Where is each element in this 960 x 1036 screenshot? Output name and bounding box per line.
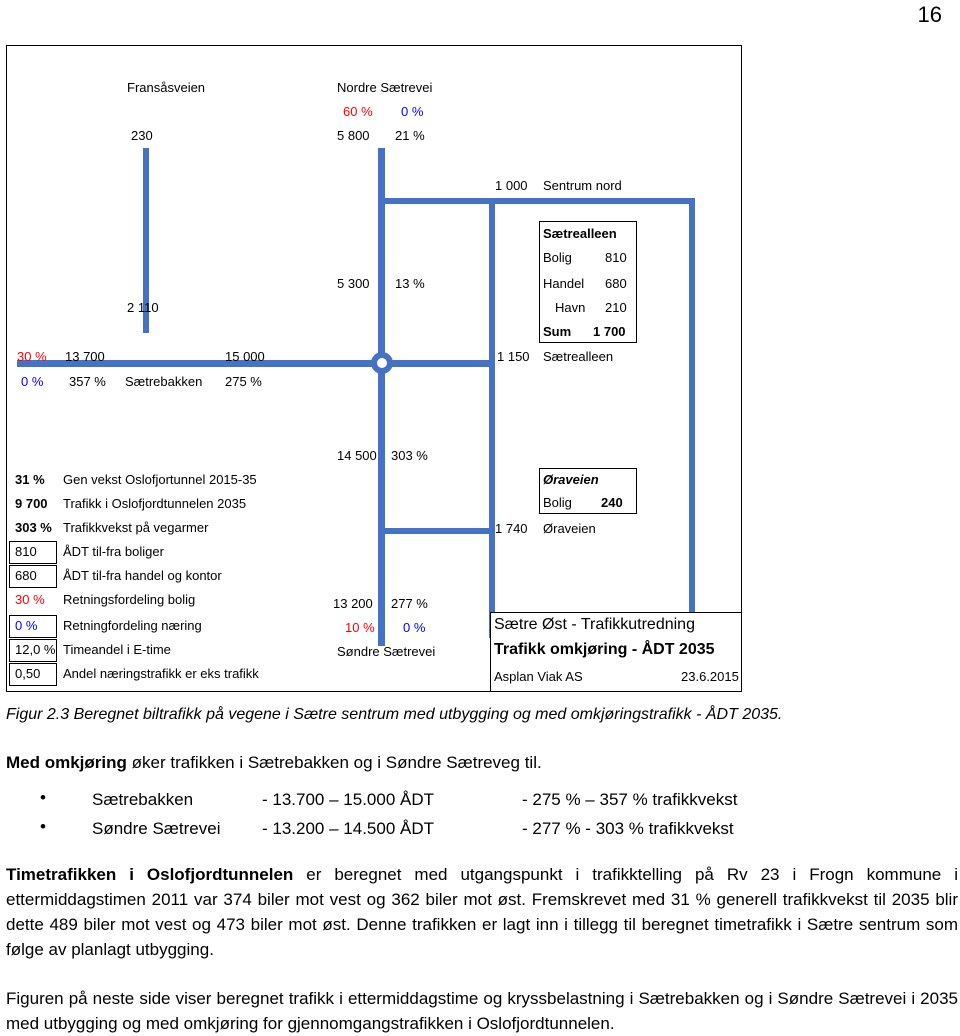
- road-sentrum-nord: [380, 198, 692, 204]
- title-block-line-1: Sætre Øst - Trafikkutredning: [494, 616, 695, 633]
- sondre-adt: 14 500: [337, 448, 377, 463]
- legend-value: 30 %: [15, 592, 45, 607]
- legend-text: Timeandel i E-time: [63, 642, 171, 657]
- bullet-name: Søndre Sætrevei: [92, 819, 221, 838]
- page-number: 16: [917, 2, 942, 27]
- bullet-growth: - 277 % - 303 % trafikkvekst: [522, 819, 734, 838]
- sondre-adt-2: 13 200: [333, 596, 373, 611]
- bullet-range: - 13.200 – 14.500 ÅDT: [262, 819, 435, 838]
- intro-bold: Med omkjøring: [6, 753, 127, 772]
- intro-paragraph: [6, 750, 958, 775]
- paragraph-rest: er beregnet med utgangspunkt i trafikktelling på Rv 23 i Frogn kommune i ettermiddagstimen 2011 var 374 biler mot vest og 362 biler mot øst. Fremskrevet med 31 % generell trafikkvekst til 2035 blir dette 489 biler mot vest og 473 biler mot øst. Denne trafikken er lagt inn i tillegg til beregnet timetrafikk i Sætre sentrum som følge av planlagt utbygging.: [6, 865, 958, 959]
- bullet-growth: - 275 % – 357 % trafikkvekst: [522, 790, 738, 809]
- fransas-adt: 230: [131, 128, 153, 143]
- bullet-dot: •: [40, 817, 46, 836]
- sondre-pct-naering: 0 %: [403, 620, 426, 635]
- legend-text: Gen vekst Oslofjortunnel 2015-35: [63, 472, 257, 487]
- sondre-growth: 303 %: [391, 448, 428, 463]
- legend-text: Trafikkvekst på vegarmer: [63, 520, 209, 535]
- nordre-pct-naering: 0 %: [401, 104, 424, 119]
- saetrealleen-sum-value: 1 700: [593, 324, 626, 339]
- oraveien-label: Øraveien: [543, 521, 596, 536]
- saetrealleen-row-label: Handel: [543, 276, 585, 291]
- fransasveien-label: Fransåsveien: [127, 80, 206, 95]
- oraveien-adt: 1 740: [495, 521, 528, 536]
- sondre-growth-2: 277 %: [391, 596, 428, 611]
- nordre-growth: 21 %: [395, 128, 425, 143]
- road-sondre-saetrevei: [378, 366, 385, 646]
- intro-rest: øker trafikken i Sætrebakken og i Søndre Sætreveg til.: [126, 753, 542, 772]
- legend-text: Andel næringstrafikk er eks trafikk: [63, 666, 259, 681]
- sentrum-label: Sentrum nord: [543, 178, 622, 193]
- mid-pct: 13 %: [395, 276, 425, 291]
- saetrebakken-adt-1: 13 700: [65, 349, 105, 364]
- legend-text: Retningsfordeling bolig: [63, 592, 196, 607]
- traffic-diagram: [6, 45, 742, 692]
- sondre-label: Søndre Sætrevei: [337, 644, 436, 659]
- legend-value: 12,0 %: [15, 642, 56, 657]
- nordre-pct-bolig: 60 %: [343, 104, 373, 119]
- legend-value: 680: [15, 568, 37, 583]
- road-saetrealleen: [489, 198, 495, 638]
- left-adt: 2 110: [127, 300, 159, 315]
- saetrealleen-row-value: 680: [605, 276, 627, 291]
- bullet-dot: •: [40, 788, 46, 807]
- saetrebakken-pct-bolig: 30 %: [17, 349, 47, 364]
- legend-value: 303 %: [15, 520, 52, 535]
- oraveien-box-label: Bolig: [543, 495, 572, 510]
- legend-text: Retningfordeling næring: [63, 618, 202, 633]
- paragraph-next-figure: Figuren på neste side viser beregnet trafikk i ettermiddagstime og kryssbelastning i Sætrebakken og i Søndre Sætrevei i 2035 med utbygging og med omkjøring for gjennomgangstrafikken i Oslofjordtunnelen.: [6, 989, 958, 1033]
- saetrebakken-label: Sætrebakken: [125, 374, 203, 389]
- mid-adt: 5 300: [337, 276, 370, 291]
- nordre-adt: 5 800: [337, 128, 370, 143]
- saetrebakken-adt-2: 15 000: [225, 349, 265, 364]
- bullet-name: Sætrebakken: [92, 790, 194, 809]
- saetrealleen-row-value: 210: [605, 300, 627, 315]
- sondre-pct-bolig: 10 %: [345, 620, 375, 635]
- saetrebakken-pct-naering: 0 %: [21, 374, 44, 389]
- figure-caption: Figur 2.3 Beregnet biltrafikk på vegene i Sætre sentrum med utbygging og med omkjøringstrafikk - ÅDT 2035.: [6, 706, 783, 723]
- paragraph-oslofjordtunnelen: [6, 862, 958, 962]
- road-ostside: [689, 198, 695, 638]
- bullet-range: - 13.700 – 15.000 ÅDT: [262, 790, 435, 809]
- saetrebakken-growth-2: 275 %: [225, 374, 262, 389]
- legend-value: 31 %: [15, 472, 45, 487]
- saetrealleen-box-title: Sætrealleen: [543, 226, 617, 241]
- oraveien-box-title: Øraveien: [543, 472, 599, 487]
- road-oraveien: [382, 528, 492, 534]
- saetrealleen-label: Sætrealleen: [543, 349, 614, 364]
- title-block-line-2: Trafikk omkjøring - ÅDT 2035: [494, 641, 715, 658]
- legend-value: 810: [15, 544, 37, 559]
- legend-text: ÅDT til-fra handel og kontor: [63, 568, 222, 583]
- road-nordre-saetrevei: [378, 148, 385, 363]
- legend-value: 0 %: [15, 618, 38, 633]
- roundabout-icon: [371, 352, 393, 374]
- saetrealleen-row-label: Bolig: [543, 250, 572, 265]
- legend-value: 9 700: [15, 496, 48, 511]
- saetrebakken-growth: 357 %: [69, 374, 106, 389]
- legend-text: ÅDT til-fra boliger: [63, 544, 164, 559]
- sentrum-adt: 1 000: [495, 178, 528, 193]
- saetrealleen-row-value: 810: [605, 250, 627, 265]
- saetrealleen-adt: 1 150: [497, 349, 530, 364]
- oraveien-box-value: 240: [601, 495, 623, 510]
- title-block-company: Asplan Viak AS: [494, 669, 583, 684]
- saetrealleen-sum-label: Sum: [543, 324, 572, 339]
- title-block-date: 23.6.2015: [681, 669, 739, 684]
- paragraph-bold: Timetrafikken i Oslofjordtunnelen: [6, 865, 294, 884]
- nordre-saetrevei-label: Nordre Sætrevei: [337, 80, 433, 95]
- saetrealleen-row-label: Havn: [555, 300, 586, 315]
- legend-value: 0,50: [15, 666, 41, 681]
- legend-text: Trafikk i Oslofjordtunnelen 2035: [63, 496, 247, 511]
